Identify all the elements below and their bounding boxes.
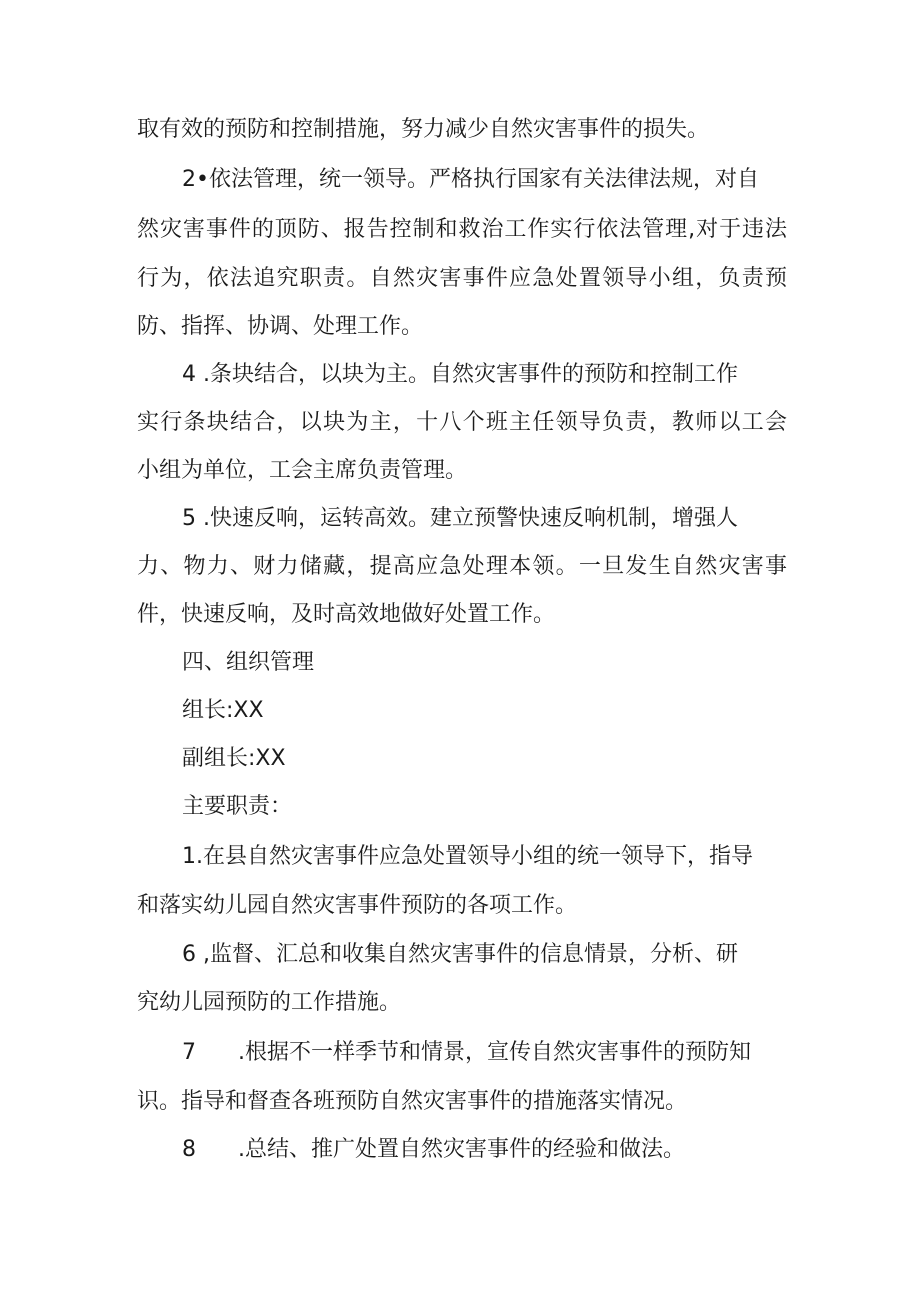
item-number: 7 xyxy=(182,1040,196,1065)
text-line-16: 1.在县自然灾害事件应急处置领导小组的统一领导下，指导 xyxy=(182,844,753,869)
deputy-leader-line: 副组长:XX xyxy=(182,746,286,771)
text-line-8: 小组为单位，工会主席负责管理。 xyxy=(137,458,468,483)
responsibilities-heading: 主要职责： xyxy=(182,794,293,819)
text-line-19: 究幼儿园预防的工作措施。 xyxy=(137,990,402,1015)
item-text: .总结、推广处置自然灾害事件的经验和做法。 xyxy=(238,1137,685,1162)
text-line-21: 识。指导和督查各班预防自然灾害事件的措施落实情况。 xyxy=(137,1089,688,1114)
team-leader-line: 组长:XX xyxy=(182,698,264,723)
text-line-6: 4 .条块结合，以块为主。自然灾害事件的预防和控制工作 xyxy=(182,362,738,387)
text-line-9: 5 .快速反响，运转高效。建立预警快速反响机制，增强人 xyxy=(182,506,738,531)
text-line-17: 和落实幼儿园自然灾害事件预防的各项工作。 xyxy=(137,893,578,918)
text-line-11: 件，快速反响，及时高效地做好处置工作。 xyxy=(137,602,556,627)
text-line-5: 防、指挥、协调、处理工作。 xyxy=(137,314,424,339)
item-text: .根据不一样季节和情景，宣传自然灾害事件的预防知 xyxy=(238,1040,751,1065)
text-line-2: 2•依法管理，统一领导。严格执行国家有关法律法规，对自 xyxy=(182,167,759,192)
text-line-20 xyxy=(182,1033,751,1073)
section-heading: 四、组织管理 xyxy=(182,650,315,675)
text-line-3: 然灾害事件的顶防、报告控制和救治工作实行依法管理,对于违法 xyxy=(137,217,787,242)
text-line-10: 力、物力、财力储藏，提高应急处理本领。一旦发生自然灾害事 xyxy=(137,554,787,579)
text-line-18: 6 ,监督、汇总和收集自然灾害事件的信息情景，分析、研 xyxy=(182,942,738,967)
text-line-1: 取有效的预防和控制措施，努力减少自然灾害事件的损失。 xyxy=(137,117,710,142)
item-number: 8 xyxy=(182,1137,196,1162)
text-line-22 xyxy=(182,1130,685,1170)
text-line-7: 实行条块结合，以块为主，十八个班主任领导负责，教师以工会 xyxy=(137,410,787,435)
text-line-4: 行为，依法追究职责。自然灾害事件应急处置领导小组，负责预 xyxy=(137,266,787,291)
